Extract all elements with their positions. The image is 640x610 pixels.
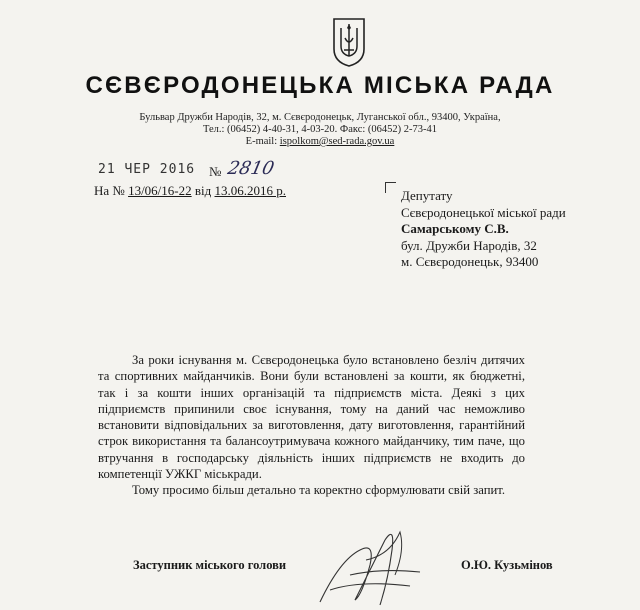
number-sign: № [209, 164, 222, 179]
ref-prefix: На № [94, 183, 125, 198]
registration-number: 2810 [225, 158, 277, 179]
recipient-organization: Сєвєродонецької міської ради [401, 204, 566, 220]
email-line [0, 135, 640, 148]
reference-line [94, 183, 286, 199]
phone-line: Тел.: (06452) 4-40-31, 4-03-20. Факс: (06452) 2-73-41 [202, 124, 438, 135]
recipient-street: бул. Дружби Народів, 32 [401, 237, 537, 253]
address-line: Бульвар Дружби Народів, 32, м. Сєвєродонецьк, Луганської обл., 93400, Україна, [139, 112, 501, 123]
signatory-position: Заступник міського голови [133, 558, 287, 572]
trident-coat-of-arms-icon [331, 16, 367, 68]
email-link[interactable]: ispolkom@sed-rada.gov.ua [279, 136, 395, 147]
address-block-corner [385, 182, 396, 193]
letter-body [98, 352, 525, 499]
org-name: СЄВЄРОДОНЕЦЬКА МІСЬКА РАДА [85, 72, 555, 99]
ref-number: 13/06/16-22 [128, 183, 192, 198]
signatory-name: О.Ю. Кузьмінов [461, 558, 553, 572]
registration-stamp-date: 21 ЧЕР 2016 [98, 162, 196, 177]
email-label: E-mail: [245, 136, 280, 147]
recipient-block [401, 188, 566, 271]
ref-date: 13.06.2016 р. [214, 183, 286, 198]
recipient-city: м. Сєвєродонецьк, 93400 [401, 254, 539, 269]
body-paragraph: За роки існування м. Сєвєродонецька було встановлено безліч дитячих та спортивних майданчиків. Вони були встановлені за кошти, як бюджетні, так і за кошти інших організацій та підприємств міста. Деякі з цих підприємств припинили своє існування, тому на даний час неможливо встановити відповідальних за виготовлення, дату виготовлення, гарантійний строк використання та балансоутримувача кожного майданчику, тим паче, що втручання в господарську діяльність інших підприємств не входить до компетенції УЖКГ міськради. [98, 353, 525, 482]
ref-from: від [194, 183, 212, 198]
recipient-name: Самарському С.В. [401, 221, 509, 236]
body-paragraph: Тому просимо більш детально та коректно сформулювати свій запит. [132, 483, 506, 498]
recipient-title: Депутату [401, 188, 453, 203]
handwritten-signature-icon [300, 520, 440, 610]
